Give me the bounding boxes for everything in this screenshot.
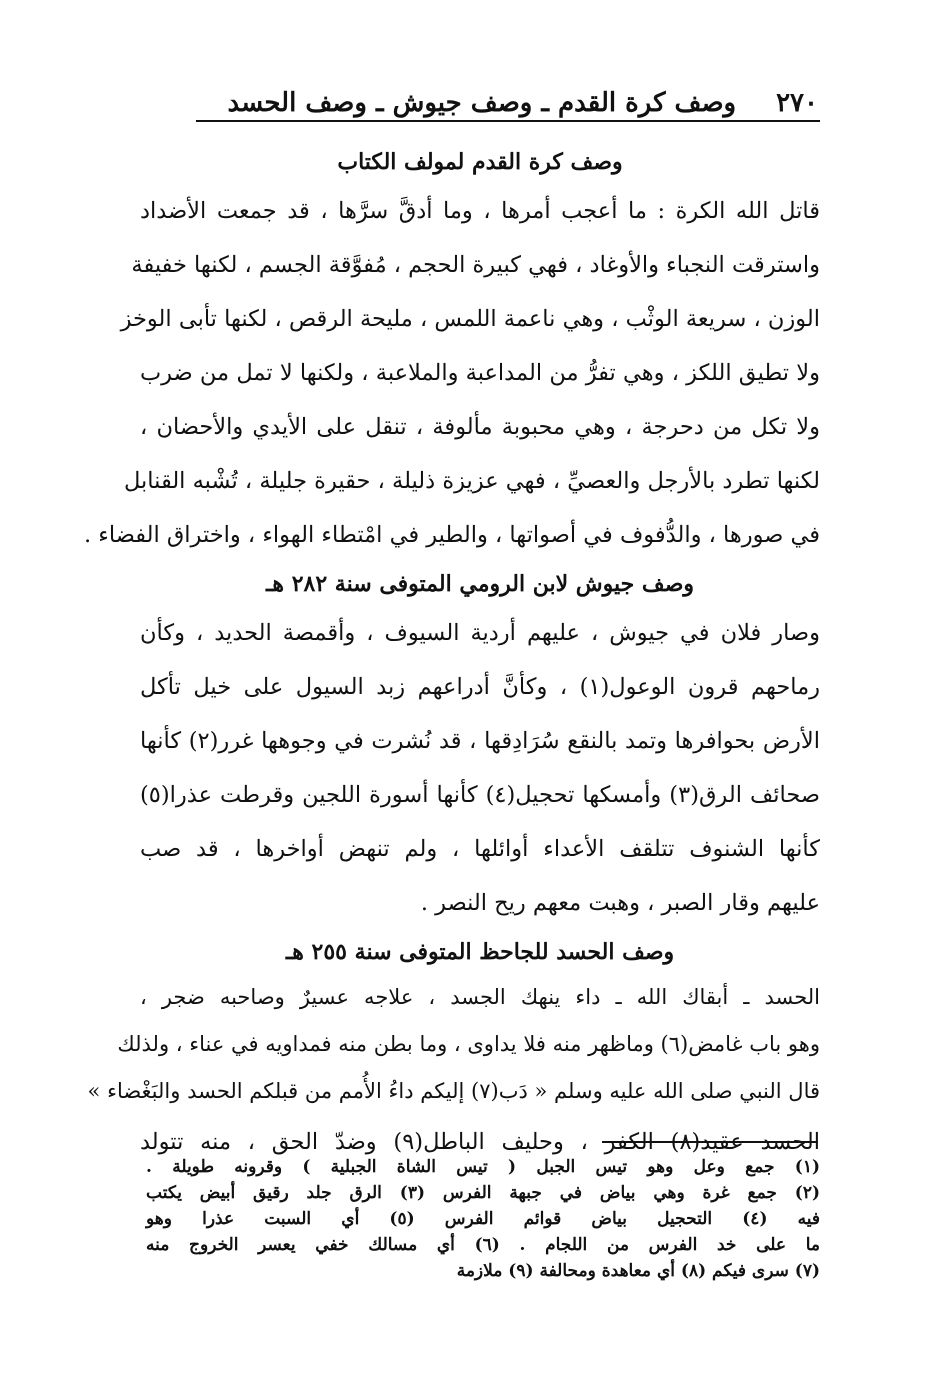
text-line: الأرض بحوافرها وتمد بالنقع سُرَادِقها ، قد نُشرت في وجوهها غرر(٢) كأنها	[140, 728, 820, 754]
text-line: كأنها الشنوف تتلقف الأعداء أوائلها ، ولم تنهض أواخرها ، قد صب	[140, 836, 820, 862]
page-header	[196, 62, 818, 118]
text-line: واسترقت النجباء والأوغاد ، فهي كبيرة الحجم ، مُفوَّقة الجسم ، لكنها خفيفة	[131, 252, 820, 278]
text-line: ولا تطيق اللكز ، وهي تفرُّ من المداعبة والملاعبة ، ولكنها لا تمل من ضرب	[140, 360, 820, 386]
text-line: وصار فلان في جيوش ، عليهم أردية السيوف ، وأقمصة الحديد ، وكأن	[140, 620, 820, 646]
text-line: رماحهم قرون الوعول(١) ، وكأنَّ أدراعهم زبد السيول على خيل تأكل	[140, 674, 821, 700]
footnote-line: ما على خد الفرس من اللجام . (٦) أي مسالك خفي يعسر الخروج منه	[146, 1235, 820, 1255]
text-line: قال النبي صلى الله عليه وسلم « دَب(٧) إليكم داءُ الأُمم من قبلكم الحسد والبَغْضاء »	[87, 1079, 820, 1103]
running-title: وصف كرة القدم ـ وصف جيوش ـ وصف الحسد	[227, 88, 737, 118]
text-line: الحسد ـ أبقاك الله ـ داء ينهك الجسد ، علاجه عسيرٌ وصاحبه ضجر ،	[140, 985, 820, 1009]
section-title-envy: وصف الحسد للجاحظ المتوفى سنة ٢٥٥ هـ	[285, 939, 675, 965]
text-line: قاتل الله الكرة : ما أعجب أمرها ، وما أدقَّ سرَّها ، قد جمعت الأضداد	[140, 198, 820, 224]
section-title-armies: وصف جيوش لابن الرومي المتوفى سنة ٢٨٢ هـ	[265, 571, 695, 597]
text-line: لكنها تطرد بالأرجل والعصيِّ ، فهي عزيزة ذليلة ، حقيرة جليلة ، تُشْبه القنابل	[124, 468, 820, 494]
header-rule	[196, 120, 820, 122]
text-line: في صورها ، والدُّفوف في أصواتها ، والطير في امْتطاء الهواء ، واختراق الفضاء .	[83, 522, 820, 548]
page-number: ٢٧٠	[776, 88, 818, 118]
section-title-football: وصف كرة القدم لمولف الكتاب	[337, 149, 623, 175]
footnote-line: (٢) جمع غرة وهي بياض في جبهة الفرس (٣) الرق جلد رقيق أبيض يكتب	[146, 1183, 821, 1203]
text-line: ولا تكل من دحرجة ، وهي محبوبة مألوفة ، تنقل على الأيدي والأحضان ،	[140, 414, 820, 440]
text-line: عليهم وقار الصبر ، وهبت معهم ريح النصر .	[420, 890, 820, 916]
footnote-line: (١) جمع وعل وهو تيس الجبل ( تيس الشاة الجبلية ) وقرونه طويلة .	[146, 1157, 820, 1177]
footnote-line: (٧) سرى فيكم (٨) أي معاهدة ومحالفة (٩) ملازمة	[456, 1261, 820, 1281]
text-line: الوزن ، سريعة الوثْب ، وهي ناعمة اللمس ، مليحة الرقص ، لكنها تأبى الوخز	[120, 306, 820, 332]
text-line: صحائف الرق(٣) وأمسكها تحجيل(٤) كأنها أسورة اللجين وقرطت عذرا(٥)	[140, 782, 821, 808]
footnote-line: فيه (٤) التحجيل بياض قوائم الفرس (٥) أي السبت عذرا وهو	[146, 1209, 820, 1229]
text-line: الحسد عقيد(٨) الكفر ، وحليف الباطل(٩) وضدّ الحق ، منه تتولد	[140, 1129, 820, 1155]
footnote-rule	[602, 1141, 818, 1143]
body-text	[83, 140, 821, 1169]
footnotes	[146, 1154, 820, 1284]
text-line: وهو باب غامض(٦) وماظهر منه فلا يداوى ، وما بطن منه فمداويه في عناء ، ولذلك	[117, 1032, 820, 1056]
